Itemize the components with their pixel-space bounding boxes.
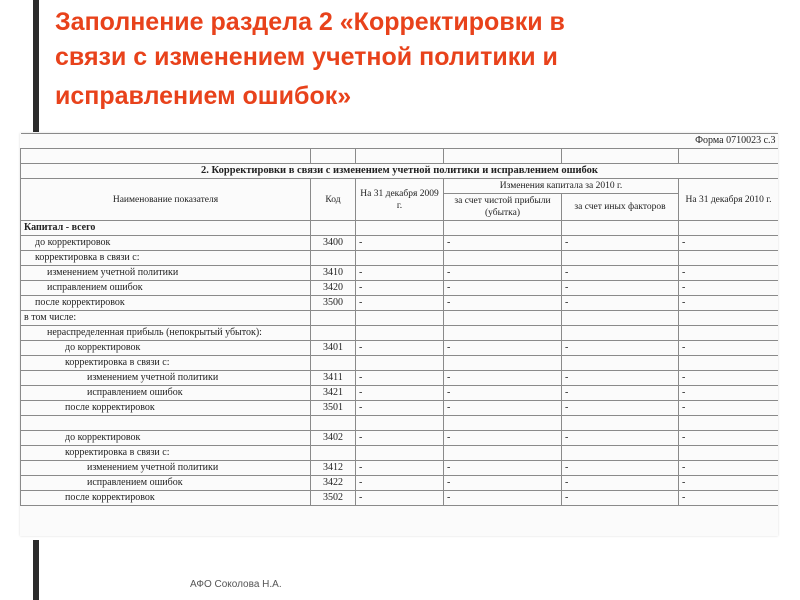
row-code [311,356,356,371]
cell-dec31-2010: - [679,431,779,446]
table-row [21,221,779,236]
cell-net-profit: - [444,476,562,491]
row-code: 3412 [311,461,356,476]
cell-dec31-2009 [356,311,444,326]
cell-dec31-2009 [356,356,444,371]
form-document-image [20,133,778,536]
row-label: до корректировок [21,236,311,251]
cell-dec31-2010 [679,446,779,461]
row-code [311,221,356,236]
blank-row [21,149,779,164]
cell-dec31-2009: - [356,341,444,356]
table-row [21,236,779,251]
cell-dec31-2009: - [356,401,444,416]
table-row [21,476,779,491]
slide-footer: АФО Соколова Н.А. [190,579,282,590]
cell-other-factors: - [562,386,679,401]
cell-other-factors: - [562,431,679,446]
cell-dec31-2010: - [679,341,779,356]
form-code-row [21,134,779,149]
table-row [21,356,779,371]
cell-other-factors [562,251,679,266]
cell-dec31-2010: - [679,371,779,386]
table-row [21,296,779,311]
row-label: изменением учетной политики [21,461,311,476]
cell-net-profit: - [444,386,562,401]
header-code: Код [311,179,356,221]
cell-net-profit [444,326,562,341]
table-body [21,221,779,506]
row-code: 3421 [311,386,356,401]
header-row-1 [21,179,779,194]
cell-other-factors: - [562,476,679,491]
cell-dec31-2010: - [679,491,779,506]
cell-net-profit: - [444,401,562,416]
row-code: 3501 [311,401,356,416]
cell-dec31-2010: - [679,386,779,401]
cell-dec31-2010: - [679,236,779,251]
slide-title-line-1: Заполнение раздела 2 «Корректировки в [55,8,565,36]
cell-other-factors: - [562,236,679,251]
row-code [311,326,356,341]
table-row [21,266,779,281]
cell-dec31-2010 [679,326,779,341]
cell-other-factors [562,446,679,461]
cell-other-factors: - [562,461,679,476]
row-code: 3502 [311,491,356,506]
cell-net-profit [444,311,562,326]
cell-dec31-2010 [679,251,779,266]
header-name: Наименование показателя [21,179,311,221]
table-row [21,311,779,326]
cell-dec31-2010 [679,356,779,371]
cell-dec31-2010: - [679,401,779,416]
cell-other-factors [562,416,679,431]
cell-dec31-2010 [679,311,779,326]
table-row [21,401,779,416]
table-row [21,446,779,461]
correction-table [20,133,778,506]
cell-other-factors: - [562,401,679,416]
row-label: до корректировок [21,431,311,446]
table-row [21,386,779,401]
row-code [311,416,356,431]
table-row [21,416,779,431]
slide-title [55,5,775,114]
cell-dec31-2009: - [356,266,444,281]
cell-net-profit: - [444,341,562,356]
left-accent-bar-top [33,0,39,132]
form-code: Форма 0710023 с.3 [562,134,779,149]
cell-net-profit: - [444,266,562,281]
cell-dec31-2009: - [356,371,444,386]
cell-net-profit: - [444,236,562,251]
row-code: 3422 [311,476,356,491]
cell-other-factors: - [562,266,679,281]
cell-other-factors: - [562,371,679,386]
cell-net-profit: - [444,296,562,311]
cell-dec31-2009 [356,326,444,341]
cell-other-factors: - [562,341,679,356]
table-row [21,281,779,296]
header-net-profit: за счет чистой прибыли (убытка) [444,194,562,221]
cell-other-factors [562,221,679,236]
header-dec31-2009: На 31 декабря 2009 г. [356,179,444,221]
cell-net-profit: - [444,281,562,296]
section-title: 2. Корректировки в связи с изменением учетной политики и исправлением ошибок [21,164,779,179]
table-row [21,461,779,476]
row-label: до корректировок [21,341,311,356]
row-label: в том числе: [21,311,311,326]
cell-other-factors: - [562,491,679,506]
cell-dec31-2009: - [356,236,444,251]
row-code [311,251,356,266]
row-code: 3411 [311,371,356,386]
cell-other-factors [562,326,679,341]
cell-dec31-2010 [679,416,779,431]
row-label: изменением учетной политики [21,371,311,386]
cell-dec31-2010: - [679,281,779,296]
table-row [21,341,779,356]
cell-net-profit: - [444,371,562,386]
cell-dec31-2009: - [356,386,444,401]
slide-title-line-3: исправлением ошибок» [55,82,352,110]
row-label: после корректировок [21,401,311,416]
row-label: исправлением ошибок [21,281,311,296]
cell-net-profit [444,416,562,431]
row-label: после корректировок [21,296,311,311]
row-code [311,311,356,326]
row-code: 3420 [311,281,356,296]
cell-net-profit: - [444,461,562,476]
cell-net-profit [444,446,562,461]
table-row [21,431,779,446]
row-code [311,446,356,461]
row-label [21,416,311,431]
cell-dec31-2010 [679,221,779,236]
cell-dec31-2009 [356,446,444,461]
row-label: корректировка в связи с: [21,446,311,461]
row-label: корректировка в связи с: [21,356,311,371]
cell-dec31-2009 [356,221,444,236]
table-row [21,371,779,386]
row-code: 3410 [311,266,356,281]
row-label: корректировка в связи с: [21,251,311,266]
row-label: нераспределенная прибыль (непокрытый убыток): [21,326,311,341]
cell-dec31-2010: - [679,476,779,491]
cell-dec31-2009 [356,251,444,266]
table-row [21,326,779,341]
table-row [21,491,779,506]
table-row [21,251,779,266]
row-label: изменением учетной политики [21,266,311,281]
row-label: после корректировок [21,491,311,506]
left-accent-bar-bottom [33,540,39,600]
slide-title-line-2: связи с изменением учетной политики и [55,43,558,71]
cell-dec31-2009: - [356,281,444,296]
cell-dec31-2009: - [356,431,444,446]
cell-other-factors: - [562,296,679,311]
row-label: исправлением ошибок [21,386,311,401]
cell-net-profit: - [444,491,562,506]
cell-dec31-2010: - [679,296,779,311]
header-changes-2010: Изменения капитала за 2010 г. [444,179,679,194]
cell-net-profit [444,221,562,236]
cell-other-factors [562,356,679,371]
row-code: 3500 [311,296,356,311]
cell-dec31-2009 [356,416,444,431]
cell-net-profit: - [444,431,562,446]
row-code: 3402 [311,431,356,446]
cell-net-profit [444,251,562,266]
row-code: 3400 [311,236,356,251]
cell-other-factors: - [562,281,679,296]
cell-dec31-2009: - [356,476,444,491]
cell-other-factors [562,311,679,326]
cell-dec31-2009: - [356,491,444,506]
row-label: исправлением ошибок [21,476,311,491]
header-dec31-2010: На 31 декабря 2010 г. [679,179,779,221]
cell-dec31-2009: - [356,461,444,476]
cell-dec31-2010: - [679,266,779,281]
header-other-factors: за счет иных факторов [562,194,679,221]
section-title-row [21,164,779,179]
row-label: Капитал - всего [21,221,311,236]
cell-net-profit [444,356,562,371]
cell-dec31-2010: - [679,461,779,476]
cell-dec31-2009: - [356,296,444,311]
row-code: 3401 [311,341,356,356]
